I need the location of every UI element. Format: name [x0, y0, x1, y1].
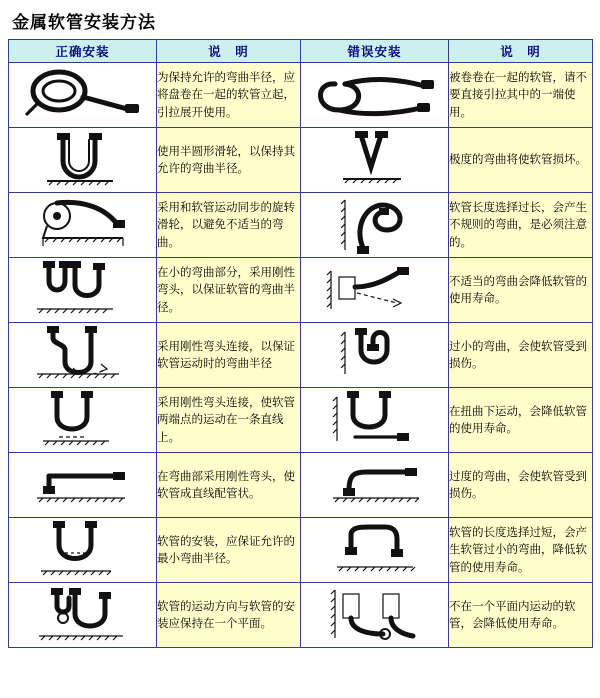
figure-wrong-sharp-v-bend — [301, 128, 449, 193]
table-body — [9, 63, 593, 648]
table-row — [9, 453, 593, 518]
table-row — [9, 193, 593, 258]
figure-correct-coiled-hose-upright — [9, 63, 157, 128]
figure-correct-elbow-both-ends — [9, 388, 157, 453]
table-row — [9, 583, 593, 648]
text-correct-7: 在弯曲部采用刚性弯头，使软管成直线配管状。 — [157, 453, 301, 518]
figure-correct-rotating-pulley — [9, 193, 157, 258]
table-row — [9, 258, 593, 323]
text-correct-5: 采用刚性弯头连接，以保证软管运动时的弯曲半径 — [157, 323, 301, 388]
figure-correct-semicircular-pulley — [9, 128, 157, 193]
table-row — [9, 518, 593, 583]
figure-wrong-too-long-irregular — [301, 193, 449, 258]
text-wrong-1: 被卷卷在一起的软管，请不要直接引拉其中的一端使用。 — [449, 63, 593, 128]
text-wrong-2: 极度的弯曲将使软管损坏。 — [449, 128, 593, 193]
text-correct-1: 为保持允许的弯曲半径，应将盘卷在一起的软管立起，引拉展开使用。 — [157, 63, 301, 128]
text-correct-6: 采用刚性弯头连接，使软管两端点的运动在一条直线上。 — [157, 388, 301, 453]
header-wrong-install: 错误安装 — [301, 40, 449, 63]
text-wrong-4: 不适当的弯曲会降低软管的使用寿命。 — [449, 258, 593, 323]
figure-correct-rigid-elbow-small-bend — [9, 258, 157, 323]
figure-wrong-not-one-plane — [301, 583, 449, 648]
table-header-row — [9, 40, 593, 63]
figure-wrong-coiled-hose-pulled — [301, 63, 449, 128]
table-row — [9, 63, 593, 128]
figure-wrong-torsional-motion — [301, 388, 449, 453]
text-correct-3: 采用和软管运动同步的旋转滑轮，以避免不适当的弯曲。 — [157, 193, 301, 258]
table-row — [9, 323, 593, 388]
text-wrong-3: 软管长度选择过长，会产生不规则的弯曲，是必须注意的。 — [449, 193, 593, 258]
text-wrong-7: 过度的弯曲，会使软管受到损伤。 — [449, 453, 593, 518]
text-wrong-5: 过小的弯曲，会使软管受到损伤。 — [449, 323, 593, 388]
figure-wrong-tight-bend — [301, 323, 449, 388]
figure-correct-min-bend-radius — [9, 518, 157, 583]
figure-correct-same-plane-motion — [9, 583, 157, 648]
figure-correct-straight-pipe-elbow — [9, 453, 157, 518]
page-title: 金属软管安装方法 — [12, 13, 156, 33]
table-row — [9, 128, 593, 193]
figure-wrong-improper-bend — [301, 258, 449, 323]
table-row — [9, 388, 593, 453]
figure-wrong-excessive-bend — [301, 453, 449, 518]
installation-methods-table — [8, 39, 593, 648]
text-correct-8: 软管的安装，应保证允许的最小弯曲半径。 — [157, 518, 301, 583]
text-wrong-9: 不在一个平面内运动的软管，会降低使用寿命。 — [449, 583, 593, 648]
figure-wrong-too-short-small-bend — [301, 518, 449, 583]
text-correct-9: 软管的运动方向与软管的安装应保持在一个平面。 — [157, 583, 301, 648]
header-description-2: 说 明 — [449, 40, 593, 63]
header-correct-install: 正确安装 — [9, 40, 157, 63]
table-header — [9, 40, 593, 63]
text-correct-2: 使用半圆形滑轮，以保持其允许的弯曲半径。 — [157, 128, 301, 193]
text-wrong-8: 软管的长度选择过短，会产生软管过小的弯曲，降低软管的使用寿命。 — [449, 518, 593, 583]
figure-correct-rigid-elbow-motion-radius — [9, 323, 157, 388]
header-description-1: 说 明 — [157, 40, 301, 63]
text-wrong-6: 在扭曲下运动，会降低软管的使用寿命。 — [449, 388, 593, 453]
text-correct-4: 在小的弯曲部分，采用刚性弯头，以保证软管的弯曲半径。 — [157, 258, 301, 323]
